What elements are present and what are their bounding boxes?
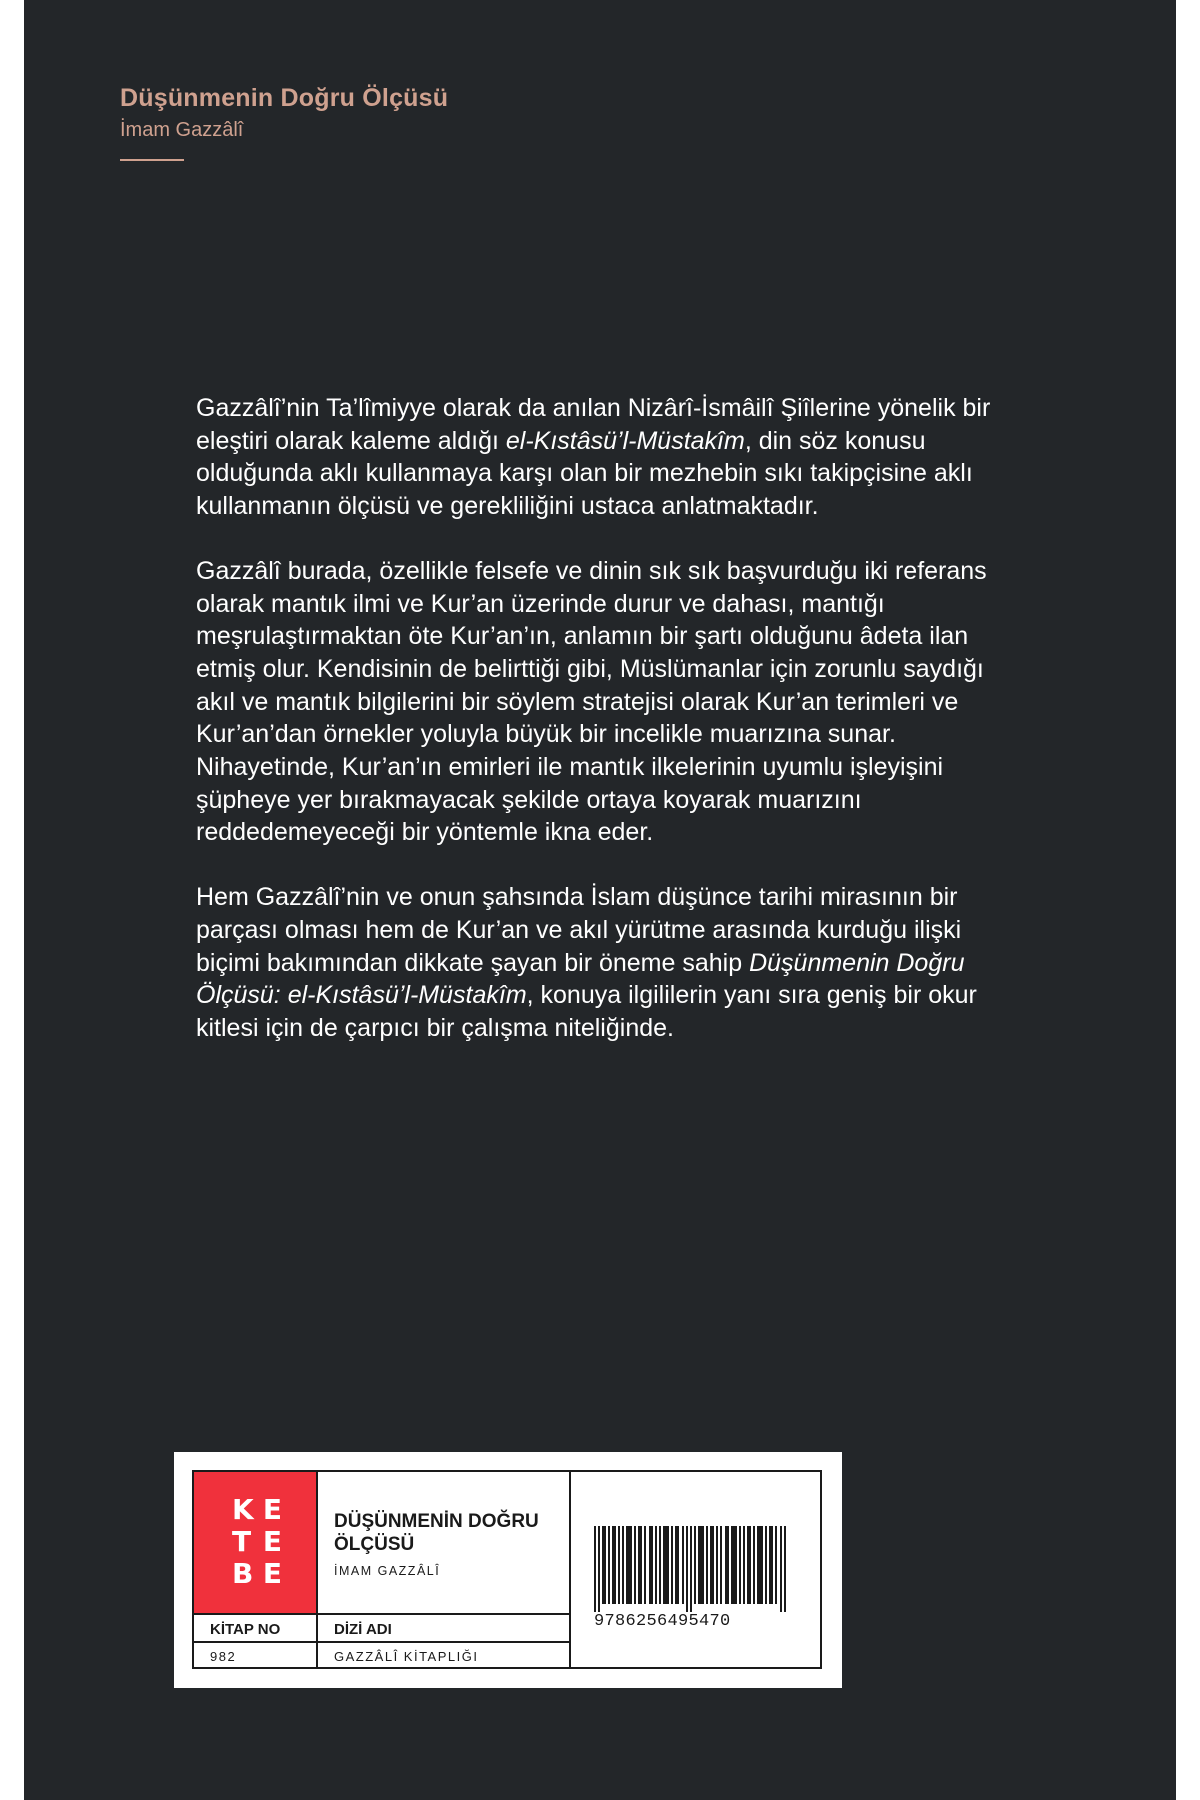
logo-letter: K <box>232 1493 254 1526</box>
label-book-title: DÜŞÜNMENİN DOĞRU ÖLÇÜSÜ <box>334 1511 539 1555</box>
ketebe-logo <box>194 1472 316 1613</box>
blurb-p3-text-end: , konuya ilgililerin yanı sıra geniş bir okur kitlesi için de çarpıcı bir çalışma niteliğinde. <box>196 981 977 1042</box>
logo-letter: B <box>232 1557 254 1590</box>
kitap-no-value: 982 <box>210 1649 237 1664</box>
publisher-label <box>174 1452 842 1688</box>
dizi-adi-label: DİZİ ADI <box>334 1621 392 1638</box>
isbn-number: 9786256495470 <box>594 1612 731 1631</box>
book-author-heading: İmam Gazzâlî <box>120 119 244 141</box>
blurb-text <box>196 392 996 1077</box>
accent-rule <box>120 159 184 161</box>
label-table <box>192 1470 822 1669</box>
table-divider <box>569 1472 571 1667</box>
blurb-p1-italic: el-Kıstâsü’l-Müstakîm <box>505 426 745 455</box>
kitap-no-label: KİTAP NO <box>210 1621 281 1638</box>
logo-letters <box>232 1494 282 1590</box>
blurb-p3-italic: Düşünmenin Doğru Ölçüsü: el-Kıstâsü’l-Müstakîm <box>196 948 965 1010</box>
blurb-p1-text-end: , din söz konusu olduğunda aklı kullanmaya karşı olan bir mezhebin sıkı takipçisine aklı kullanmanın ölçüsü ve gerekliliğini ustaca anlatmaktadır. <box>196 426 973 521</box>
logo-letter: E <box>262 1493 282 1526</box>
blurb-paragraph-1 <box>196 392 996 523</box>
barcode-icon <box>594 1526 794 1612</box>
cover-header <box>120 84 448 161</box>
table-divider <box>194 1613 571 1615</box>
blurb-p1-text: Gazzâlî’nin Ta’lîmiyye olarak da anılan Nizârî-İsmâilî Şiîlerine yönelik bir eleştiri olarak kaleme aldığı <box>196 394 991 455</box>
book-title-heading: Düşünmenin Doğru Ölçüsü <box>120 84 449 112</box>
logo-letter: E <box>262 1525 282 1558</box>
logo-letter: T <box>232 1525 252 1558</box>
label-book-author: İMAM GAZZÂLÎ <box>334 1564 441 1578</box>
blurb-paragraph-3 <box>196 881 996 1045</box>
logo-letter: E <box>262 1557 282 1590</box>
table-divider <box>316 1472 318 1667</box>
blurb-paragraph-2: Gazzâlî burada, özellikle felsefe ve dinin sık sık başvurduğu iki referans olarak mantık ilmi ve Kur’an üzerinde durur ve dahası, mantığı meşrulaştırmaktan öte Kur’an’ın, anlamın bir şartı olduğunu âdeta ilan etmiş olur. Kendisinin de belirttiği gibi, Müslümanlar için zorunlu saydığı akıl ve mantık bilgilerini bir söylem stratejisi olarak Kur’an terimleri ve Kur’an’dan örnekler yoluyla büyük bir incelikle muarızına sunar. Nihayetinde, Kur’an’ın emirleri ile mantık ilkelerinin uyumlu işleyişini şüpheye yer bırakmayacak şekilde ortaya koyarak muarızını reddedemeyeceği bir yöntemle ikna eder. <box>196 556 987 847</box>
blurb-p3-text: Hem Gazzâlî’nin ve onun şahsında İslam düşünce tarihi mirasının bir parçası olması hem de Kur’an ve akıl yürütme arasında kurduğu ilişki biçimi bakımından dikkate şayan bir öneme sahip <box>196 883 962 977</box>
table-divider <box>194 1641 571 1643</box>
dizi-adi-value: GAZZÂLÎ KİTAPLIĞI <box>334 1649 479 1664</box>
